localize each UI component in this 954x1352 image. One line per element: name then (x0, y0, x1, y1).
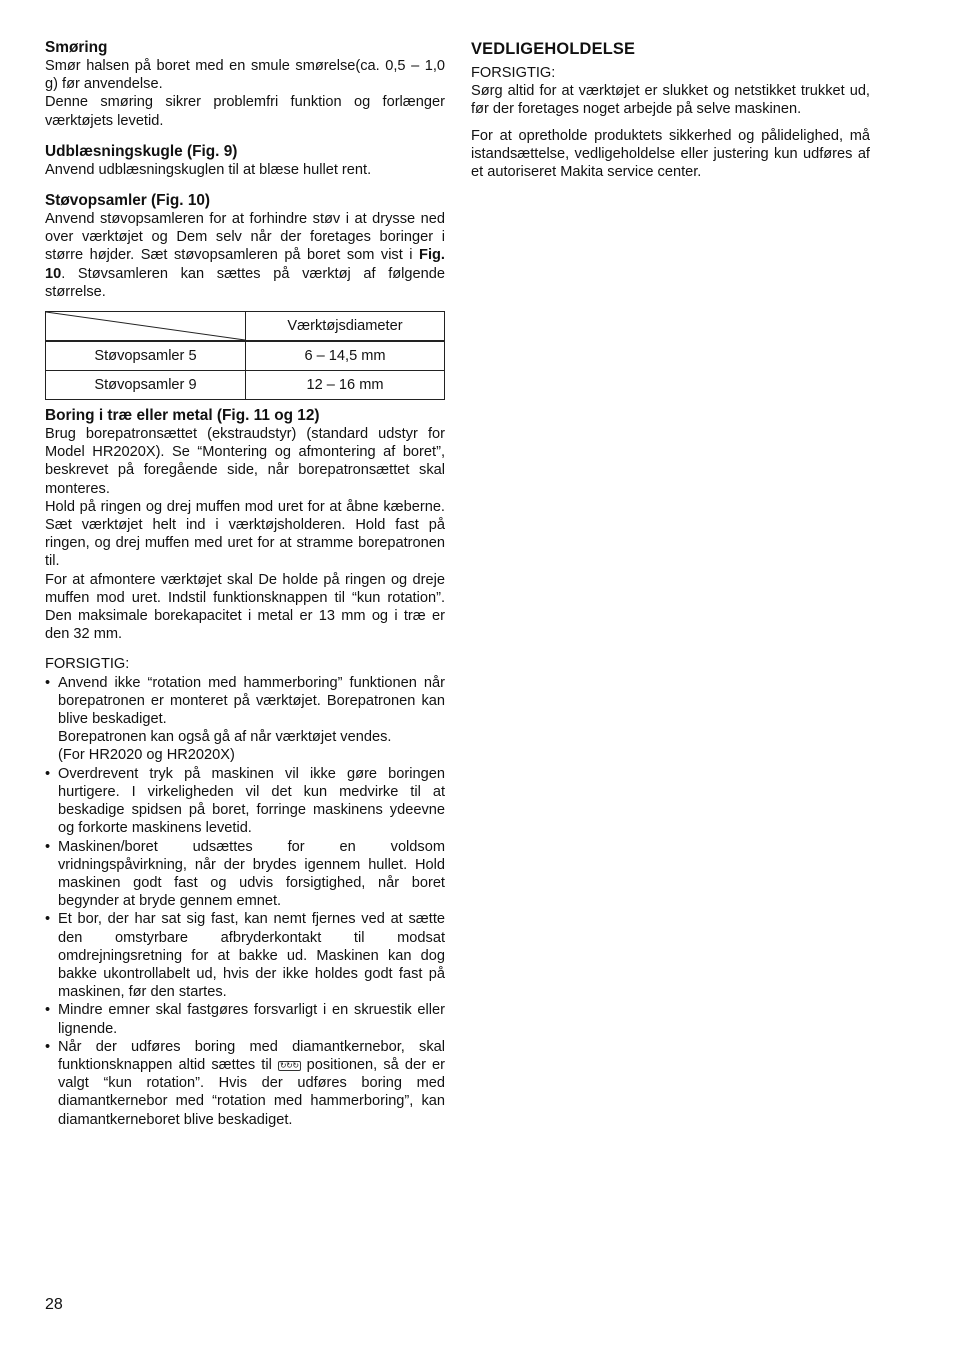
table-row (46, 341, 445, 371)
table-cell-name: Støvopsamler 5 (46, 341, 246, 371)
left-column (45, 38, 445, 1129)
bullet-icon: • (45, 674, 51, 691)
stovopsamler-text-b: . Støvsamleren kan sættes på værktøj af følgende størrelse. (45, 265, 445, 300)
section-udblaesningskugle (45, 142, 445, 179)
caution-label: FORSIGTIG: (45, 656, 130, 673)
table-header-row (46, 312, 445, 342)
fig-reference: Fig. 10 (45, 247, 445, 282)
smoring-text-2: Denne smøring sikrer problemfri funktion og forlænger værktøjets levetid. (45, 94, 445, 129)
heading-stovopsamler: Støvopsamler (Fig. 10) (45, 192, 211, 210)
list-item (45, 838, 445, 911)
diagonal-line (46, 312, 245, 340)
dust-collector-table (45, 311, 445, 400)
stovopsamler-text-a: Anvend støvopsamleren for at forhindre støv i at drysse ned over værktøjet og Dem selv når der foretages boringer i større højder. Sæt støvopsamleren på boret som vist i (45, 211, 445, 264)
table-cell-value: 6 – 14,5 mm (246, 341, 445, 371)
caution-item-6-text-a: Når der udføres boring med diamantkernebor, skal funktionsknappen altid sættes til (58, 1038, 445, 1073)
list-item (45, 1038, 445, 1129)
section-smoring (45, 38, 445, 130)
bullet-icon: • (45, 911, 51, 928)
heading-udblaesningskugle: Udblæsningskugle (Fig. 9) (45, 142, 238, 160)
bullet-icon: • (45, 1002, 51, 1019)
caution-item-1-line3: (For HR2020 og HR2020X) (58, 747, 235, 764)
maintenance-text-2: For at opretholde produktets sikkerhed og pålidelighed, må istandsættelse, vedligeholdelse eller justering kun udføres af et autoriseret Makita service center. (471, 127, 870, 181)
list-item (45, 674, 445, 765)
caution-item-1-text: Anvend ikke “rotation med hammerboring” funktionen når borepatronen er monteret på værktøjet. Borepatronen kan blive beskadiget. (58, 674, 445, 728)
heading-boring: Boring i træ eller metal (Fig. 11 og 12) (45, 407, 320, 425)
maintenance-text-1: Sørg altid for at værktøjet er slukket og netstikket trukket ud, før der foretages noget arbejde på selve maskinen. (471, 83, 870, 118)
caution-item-3-text: Maskinen/boret udsættes for en voldsom vridningspåvirkning, når der brydes igennem hullet. Hold maskinen godt fast og udvis forsigtighed, når boret begynder at bryde gennem emnet. (58, 838, 445, 910)
heading-vedligeholdelse: VEDLIGEHOLDELSE (471, 40, 636, 58)
section-boring (45, 406, 445, 643)
caution-item-2-text: Overdrevent tryk på maskinen vil ikke gøre boringen hurtigere. I virkeligheden vil det kun medvirke til at beskadige spidsen på boret, forringe maskinens ydeevne og forkorte maskinens levetid. (58, 765, 445, 837)
page-number: 28 (45, 1296, 63, 1313)
table-cell-name: Støvopsamler 9 (46, 371, 246, 400)
bullet-icon: • (45, 1038, 51, 1055)
section-stovopsamler (45, 191, 445, 400)
bullet-icon: • (45, 838, 51, 855)
bullet-icon: • (45, 765, 51, 782)
table-header-diameter: Værktøjsdiameter (246, 312, 445, 342)
maintenance-caution-label: FORSIGTIG: (471, 65, 556, 81)
section-caution (45, 655, 445, 1128)
rotation-only-icon: ↻↻↻ (279, 1060, 299, 1070)
udblaesningskugle-text: Anvend udblæsningskuglen til at blæse hullet rent. (45, 161, 372, 178)
heading-smoring: Smøring (45, 39, 108, 56)
stovopsamler-text (45, 210, 445, 301)
smoring-text-1: Smør halsen på boret med en smule smørelse(ca. 0,5 – 1,0 g) før anvendelse. (45, 58, 445, 93)
caution-item-5-text: Mindre emner skal fastgøres forsvarligt i en skruestik eller lignende. (58, 1002, 445, 1037)
table-row (46, 371, 445, 400)
list-item (45, 1001, 445, 1037)
caution-list (45, 674, 445, 1129)
table-cell-value: 12 – 16 mm (246, 371, 445, 400)
boring-text-1: Brug borepatronsættet (ekstraudstyr) (standard udstyr for Model HR2020X). Se “Montering og afmontering af boret”, beskrevet på foregående side, når borepatronsættet skal monteres. (45, 426, 445, 497)
table-corner-cell (46, 312, 246, 342)
boring-text-2: Hold på ringen og drej muffen mod uret for at åbne kæberne. Sæt værktøjet helt ind i værktøjsholderen. Hold fast på ringen, og drej muffen med uret for at stramme borepatronen til. (45, 498, 445, 570)
boring-text-3: For at afmontere værktøjet skal De holde på ringen og dreje muffen mod uret. Indstil funktionsknappen til “kun rotation”. Den maksimale borekapacitet i metal er 13 mm og i træ er den 32 mm. (45, 571, 445, 643)
list-item (45, 910, 445, 1001)
right-column (471, 38, 870, 181)
list-item (45, 765, 445, 838)
caution-item-4-text: Et bor, der har sat sig fast, kan nemt fjernes ved at sætte den omstyrbare afbryderkontakt til modsat omdrejningsretning for at bakke ud. Maskinen kan dog bakke ukontrollabelt ud, hvis der ikke holdes godt fast på maskinen, før den startes. (58, 911, 445, 1001)
caution-item-1-line2: Borepatronen kan også gå af når værktøjet vendes. (58, 729, 392, 746)
caution-item-6-text-b: positionen, så der er valgt “kun rotation”. Hvis der udføres boring med diamantkernebor med “rotation med hammerboring”, kan diamantkerneboret blive beskadiget. (58, 1056, 446, 1128)
